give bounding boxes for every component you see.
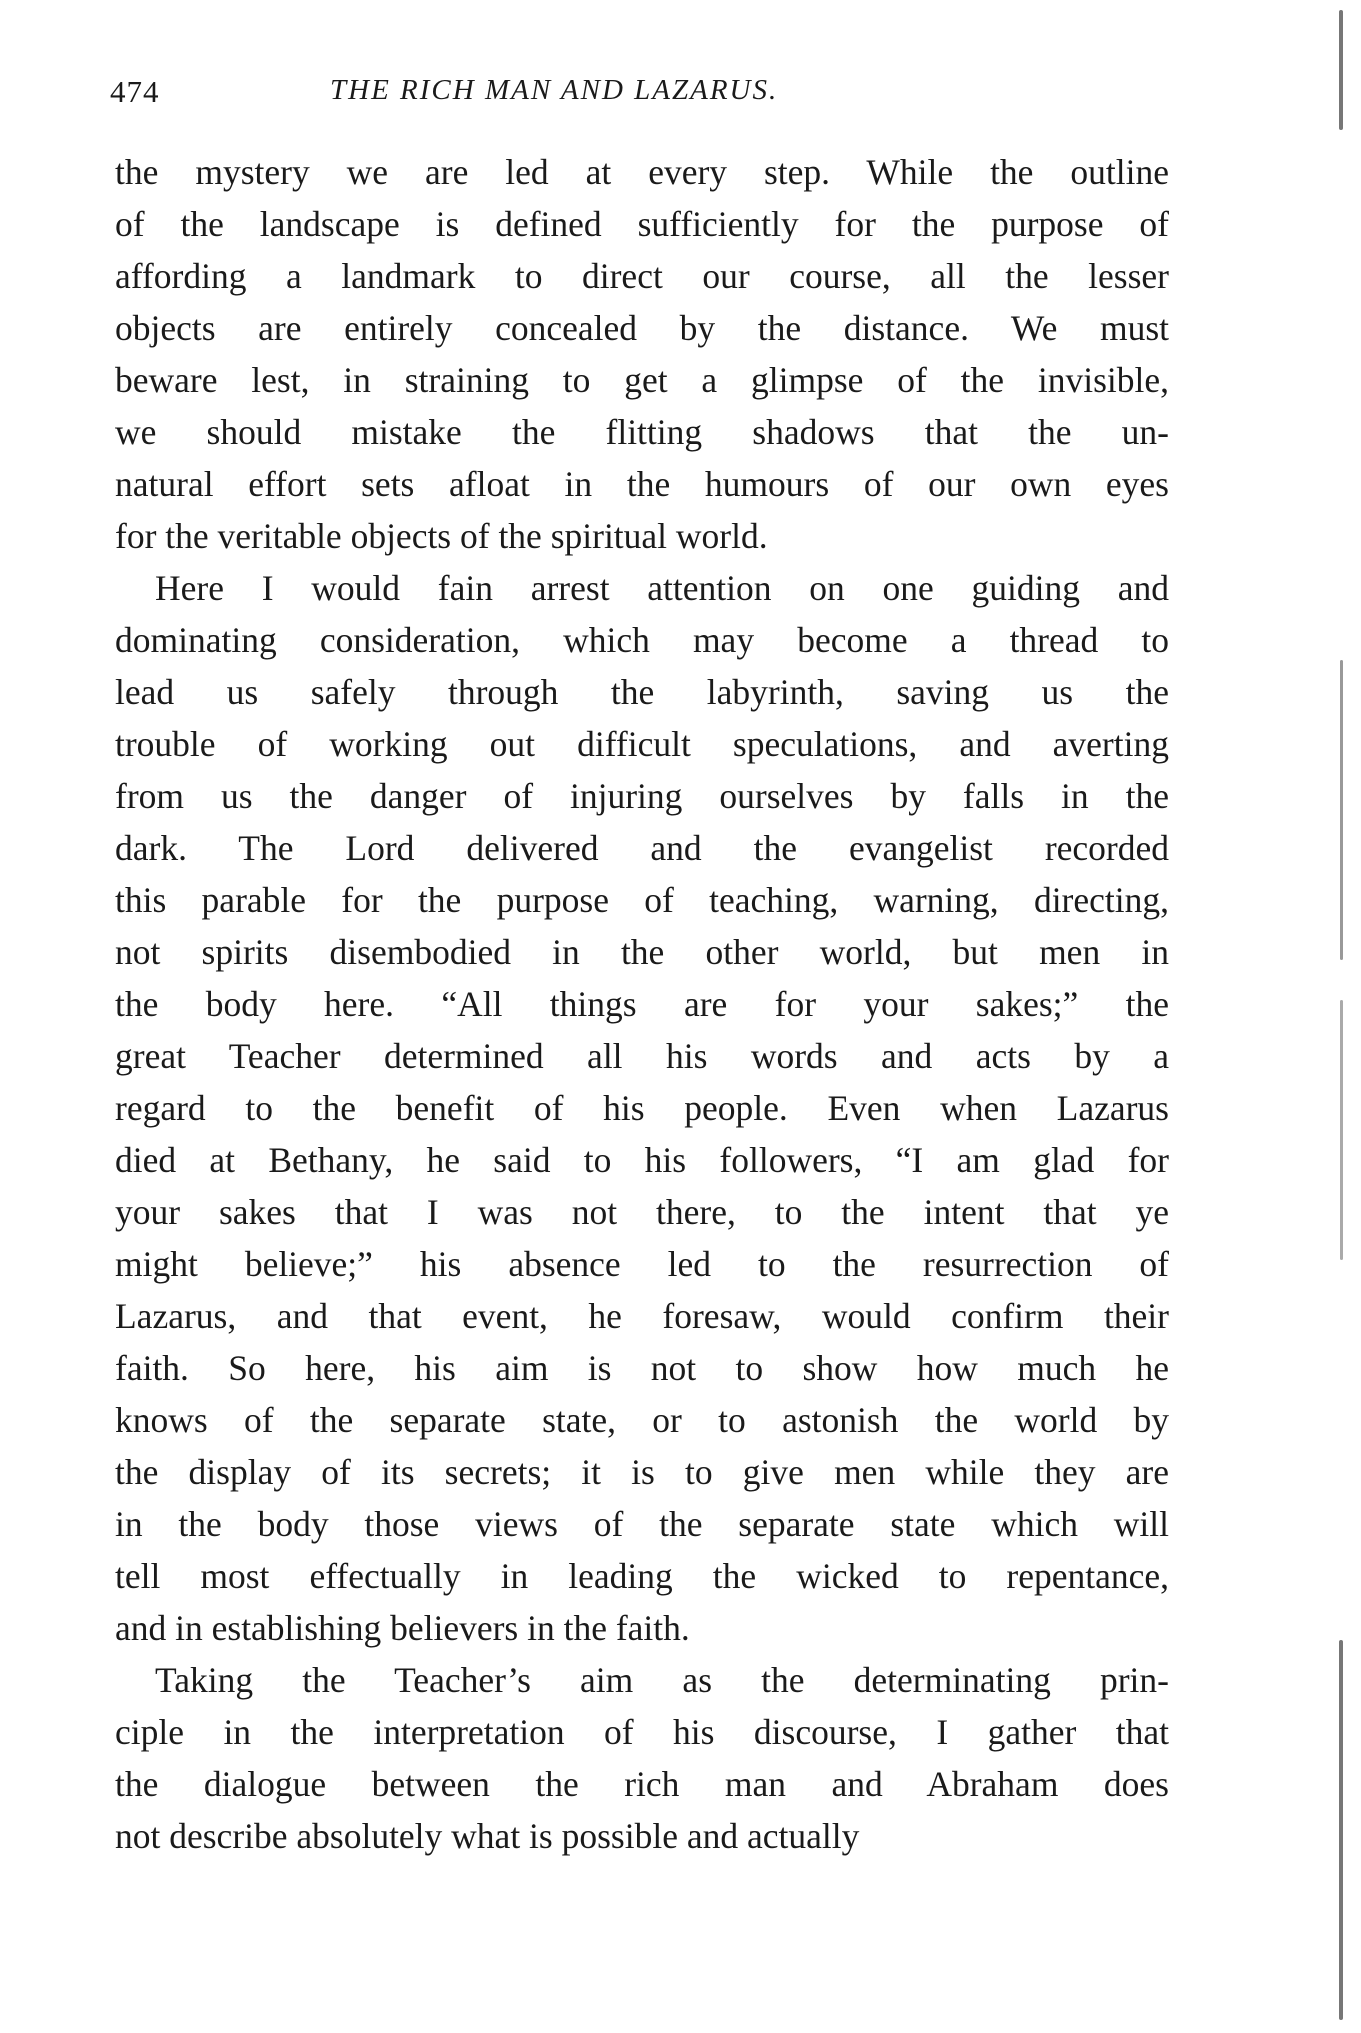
body-text — [115, 146, 1169, 1862]
text-line: died at Bethany, he said to his followers, “I am glad for — [115, 1140, 1169, 1180]
page-edge-mark — [1339, 10, 1343, 130]
text-line: trouble of working out difficult speculations, and averting — [115, 724, 1169, 764]
text-line: the display of its secrets; it is to give men while they are — [115, 1452, 1169, 1492]
text-line: Here I would fain arrest attention on one guiding and — [155, 568, 1169, 608]
text-line: from us the danger of injuring ourselves by falls in the — [115, 776, 1169, 816]
running-title: THE RICH MAN AND LAZARUS. — [330, 74, 779, 106]
page-edge-mark — [1340, 660, 1343, 960]
page-header — [110, 74, 1170, 114]
text-line: objects are entirely concealed by the distance. We must — [115, 308, 1169, 348]
text-line: lead us safely through the labyrinth, saving us the — [115, 672, 1169, 712]
text-line: ciple in the interpretation of his discourse, I gather that — [115, 1712, 1169, 1752]
text-line: dark. The Lord delivered and the evangelist recorded — [115, 828, 1169, 868]
text-line: this parable for the purpose of teaching, warning, directing, — [115, 880, 1169, 920]
text-line: the body here. “All things are for your sakes;” the — [115, 984, 1169, 1024]
text-line: regard to the benefit of his people. Even when Lazarus — [115, 1088, 1169, 1128]
text-line: not spirits disembodied in the other world, but men in — [115, 932, 1169, 972]
text-line: not describe absolutely what is possible and actually — [115, 1816, 860, 1856]
paragraph — [115, 562, 1169, 1654]
page-number: 474 — [110, 74, 160, 109]
text-line: we should mistake the flitting shadows that the un- — [115, 412, 1169, 452]
text-line: of the landscape is defined sufficiently for the purpose of — [115, 204, 1169, 244]
text-line: for the veritable objects of the spiritual world. — [115, 516, 768, 556]
paragraph — [115, 146, 1169, 562]
text-line: dominating consideration, which may become a thread to — [115, 620, 1169, 660]
text-line: great Teacher determined all his words and acts by a — [115, 1036, 1169, 1076]
text-line: might believe;” his absence led to the resurrection of — [115, 1244, 1169, 1284]
text-line: Taking the Teacher’s aim as the determinating prin- — [155, 1660, 1169, 1700]
page-edge-mark — [1339, 1640, 1343, 2020]
text-line: knows of the separate state, or to astonish the world by — [115, 1400, 1169, 1440]
text-line: in the body those views of the separate state which will — [115, 1504, 1169, 1544]
text-line: beware lest, in straining to get a glimpse of the invisible, — [115, 360, 1169, 400]
text-line: the dialogue between the rich man and Abraham does — [115, 1764, 1169, 1804]
page-edge-mark — [1340, 1000, 1343, 1260]
text-line: faith. So here, his aim is not to show how much he — [115, 1348, 1169, 1388]
text-line: Lazarus, and that event, he foresaw, would confirm their — [115, 1296, 1169, 1336]
paragraph — [115, 1654, 1169, 1862]
text-line: your sakes that I was not there, to the intent that ye — [115, 1192, 1169, 1232]
text-line: natural effort sets afloat in the humours of our own eyes — [115, 464, 1169, 504]
text-line: tell most effectually in leading the wicked to repentance, — [115, 1556, 1169, 1596]
text-line: the mystery we are led at every step. While the outline — [115, 152, 1169, 192]
text-line: and in establishing believers in the faith. — [115, 1608, 690, 1648]
text-line: affording a landmark to direct our course, all the lesser — [115, 256, 1169, 296]
